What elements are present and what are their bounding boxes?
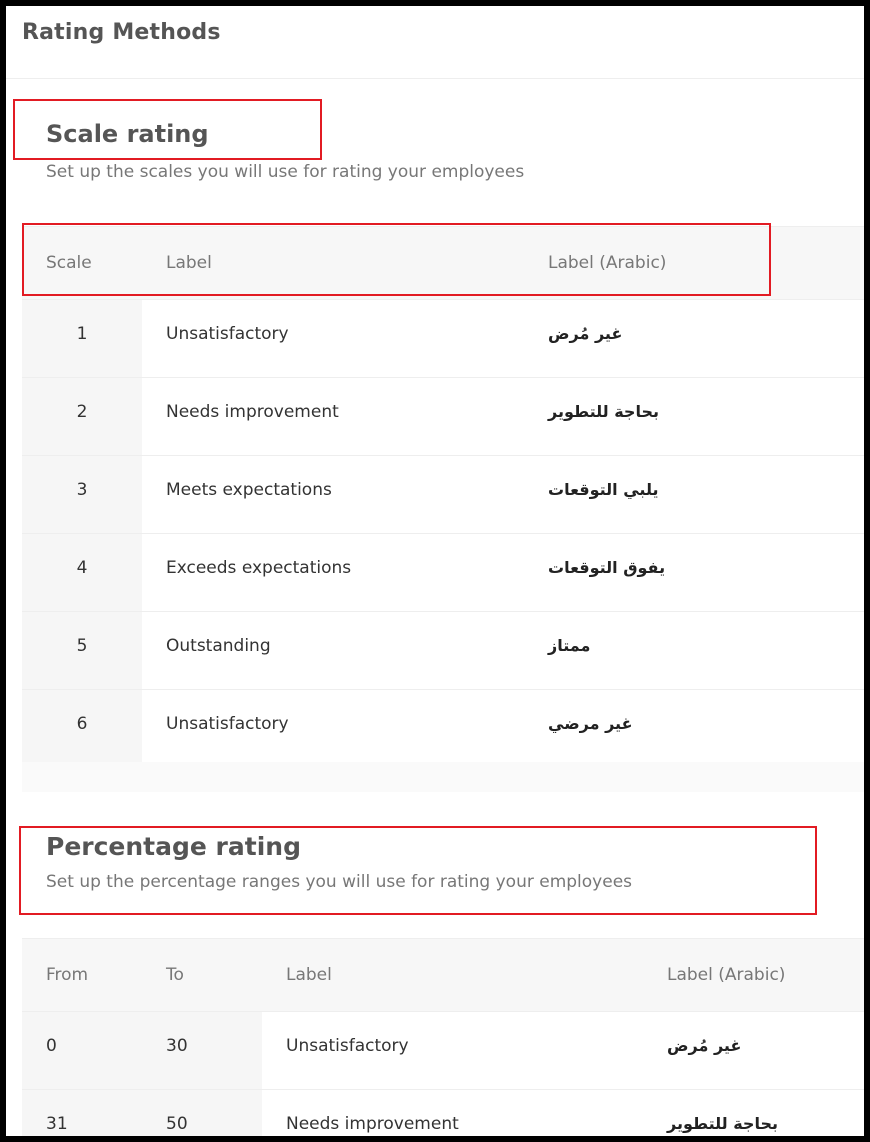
percentage-table: [22, 938, 864, 1136]
scale-table: [22, 226, 864, 761]
label-value: Outstanding: [166, 636, 271, 656]
from-value: 31: [46, 1114, 68, 1134]
scale-value: 1: [76, 324, 88, 344]
highlight-box-percentage: [19, 826, 817, 915]
page-title: Rating Methods: [22, 20, 221, 45]
label-value: Meets expectations: [166, 480, 332, 500]
highlight-box-scale-title: [13, 99, 322, 160]
label-arabic-value: ممتاز: [548, 636, 591, 655]
from-value: 0: [46, 1036, 57, 1056]
scale-value: 4: [76, 558, 88, 578]
table-row[interactable]: [22, 377, 864, 455]
highlight-box-scale-header: [22, 223, 771, 296]
column-header-label: Label: [286, 965, 332, 985]
table-row[interactable]: [22, 611, 864, 689]
label-arabic-value: غير مرضي: [548, 714, 633, 733]
label-arabic-value: يفوق التوقعات: [548, 558, 666, 577]
rating-methods-panel: [6, 6, 864, 1136]
label-arabic-value: غير مُرض: [667, 1036, 742, 1055]
table-row[interactable]: [22, 689, 864, 767]
label-arabic-value: غير مُرض: [548, 324, 623, 343]
table-row[interactable]: [22, 455, 864, 533]
table-row[interactable]: [22, 533, 864, 611]
scale-rating-title: Scale rating: [46, 120, 209, 148]
scale-value: 3: [76, 480, 88, 500]
label-value: Needs improvement: [286, 1114, 459, 1134]
table-row[interactable]: [22, 299, 864, 377]
range-cell-bg: [22, 1012, 262, 1089]
table-row[interactable]: [22, 1089, 864, 1136]
label-value: Exceeds expectations: [166, 558, 352, 578]
label-arabic-value: بحاجة للتطوير: [667, 1114, 778, 1133]
scale-value: 5: [76, 636, 88, 656]
percentage-rating-description: Set up the percentage ranges you will use for rating your employees: [46, 872, 633, 892]
label-value: Unsatisfactory: [166, 324, 289, 344]
label-arabic-value: يلبي التوقعات: [548, 480, 659, 499]
label-value: Unsatisfactory: [286, 1036, 409, 1056]
table-row[interactable]: [22, 1011, 864, 1089]
percentage-rating-title: Percentage rating: [46, 832, 301, 861]
column-header-label-arabic: Label (Arabic): [667, 965, 786, 985]
scale-rating-description: Set up the scales you will use for rating your employees: [46, 162, 525, 182]
scale-value: 6: [76, 714, 88, 734]
to-value: 50: [166, 1114, 188, 1134]
scale-value: 2: [76, 402, 88, 422]
label-arabic-value: بحاجة للتطوير: [548, 402, 659, 421]
column-header-label-arabic: Label (Arabic): [548, 253, 667, 273]
column-header-scale: Scale: [46, 253, 92, 273]
percentage-table-header: [22, 939, 864, 1011]
label-value: Unsatisfactory: [166, 714, 289, 734]
divider: [6, 78, 864, 79]
section-separator: [22, 762, 864, 792]
column-header-label: Label: [166, 253, 212, 273]
label-value: Needs improvement: [166, 402, 339, 422]
column-header-to: To: [166, 965, 184, 985]
to-value: 30: [166, 1036, 188, 1056]
column-header-from: From: [46, 965, 89, 985]
